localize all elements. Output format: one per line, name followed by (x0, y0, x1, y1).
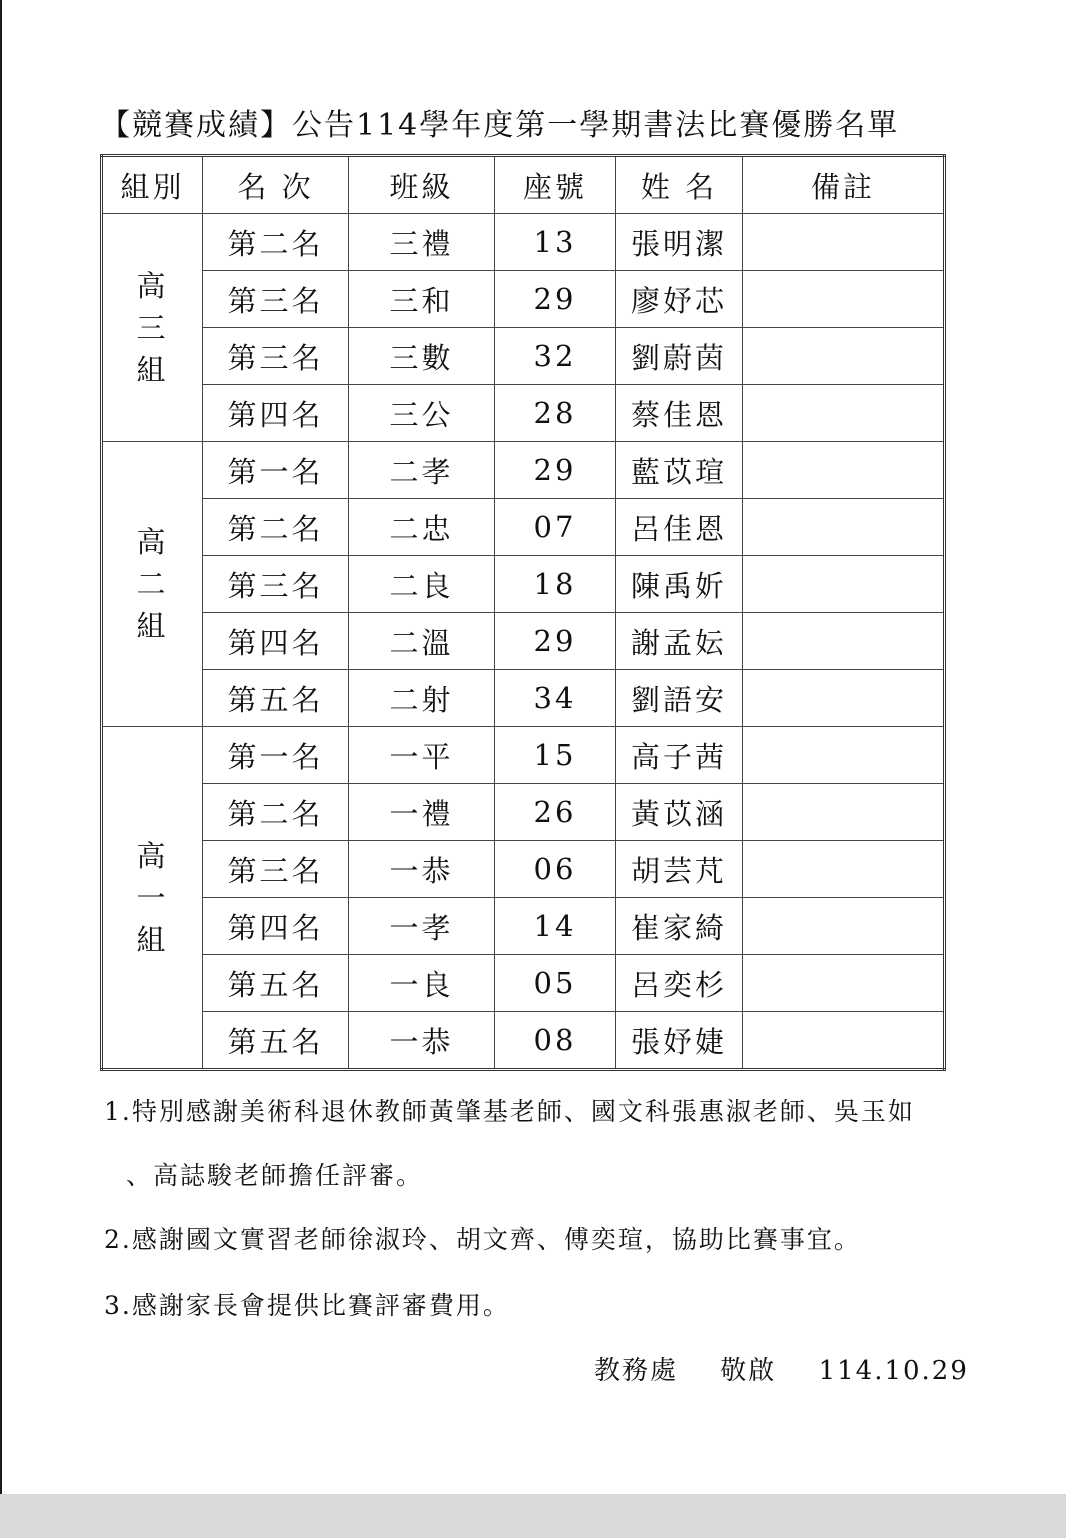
group-label-char: 高 (136, 838, 169, 873)
group-cell (102, 442, 203, 727)
seat-cell: 26 (495, 784, 616, 841)
table-row (102, 613, 945, 670)
rank-cell: 第一名 (203, 727, 349, 784)
seat-cell: 06 (495, 841, 616, 898)
note-cell (743, 499, 945, 556)
signature-office: 教務處 (594, 1356, 679, 1386)
header-rank: 名 次 (203, 156, 349, 214)
class-cell: 一平 (349, 727, 495, 784)
group-label-char: 高 (136, 268, 169, 303)
page-title: 【競賽成績】公告114學年度第一學期書法比賽優勝名單 (100, 108, 900, 143)
note-cell (743, 784, 945, 841)
bottom-bar (0, 1494, 1066, 1538)
seat-cell: 07 (495, 499, 616, 556)
rank-cell: 第四名 (203, 898, 349, 955)
class-cell: 三和 (349, 271, 495, 328)
rank-cell: 第三名 (203, 556, 349, 613)
note-2: 2.感謝國文實習老師徐淑玲、胡文齊、傅奕瑄，協助比賽事宜。 (104, 1225, 861, 1254)
note-cell (743, 727, 945, 784)
note-cell (743, 271, 945, 328)
note-cell (743, 841, 945, 898)
table-row (102, 784, 945, 841)
name-cell: 劉語安 (616, 670, 743, 727)
rank-cell: 第二名 (203, 784, 349, 841)
class-cell: 二溫 (349, 613, 495, 670)
seat-cell: 29 (495, 442, 616, 499)
note-3: 3.感謝家長會提供比賽評審費用。 (104, 1291, 510, 1320)
group-label-char: 組 (136, 352, 169, 387)
rank-cell: 第五名 (203, 1012, 349, 1070)
table-row (102, 328, 945, 385)
table-row (102, 1012, 945, 1070)
rank-cell: 第三名 (203, 328, 349, 385)
class-cell: 三禮 (349, 214, 495, 271)
note-cell (743, 385, 945, 442)
table-row (102, 955, 945, 1012)
seat-cell: 18 (495, 556, 616, 613)
class-cell: 三數 (349, 328, 495, 385)
header-class: 班級 (349, 156, 495, 214)
class-cell: 三公 (349, 385, 495, 442)
seat-cell: 14 (495, 898, 616, 955)
rank-cell: 第五名 (203, 670, 349, 727)
name-cell: 廖妤芯 (616, 271, 743, 328)
seat-cell: 32 (495, 328, 616, 385)
class-cell: 一恭 (349, 841, 495, 898)
rank-cell: 第四名 (203, 385, 349, 442)
name-cell: 張明潔 (616, 214, 743, 271)
seat-cell: 08 (495, 1012, 616, 1070)
note-cell (743, 214, 945, 271)
header-seat: 座號 (495, 156, 616, 214)
group-label-char: 組 (136, 922, 169, 957)
table-row (102, 214, 945, 271)
rank-cell: 第二名 (203, 214, 349, 271)
signature-date: 114.10.29 (818, 1356, 969, 1386)
name-cell: 張妤婕 (616, 1012, 743, 1070)
table-header-row (102, 156, 945, 214)
seat-cell: 34 (495, 670, 616, 727)
rank-cell: 第五名 (203, 955, 349, 1012)
table-row (102, 898, 945, 955)
class-cell: 二忠 (349, 499, 495, 556)
header-group: 組別 (102, 156, 203, 214)
group-label-char: 一 (136, 880, 169, 915)
class-cell: 一孝 (349, 898, 495, 955)
seat-cell: 13 (495, 214, 616, 271)
group-label-char: 組 (136, 609, 169, 643)
rank-cell: 第一名 (203, 442, 349, 499)
table-row (102, 670, 945, 727)
class-cell: 一恭 (349, 1012, 495, 1070)
class-cell: 一禮 (349, 784, 495, 841)
rank-cell: 第四名 (203, 613, 349, 670)
signature (594, 1350, 969, 1387)
name-cell: 高子茜 (616, 727, 743, 784)
note-cell (743, 898, 945, 955)
seat-cell: 29 (495, 613, 616, 670)
note-cell (743, 670, 945, 727)
name-cell: 黃苡涵 (616, 784, 743, 841)
note-cell (743, 556, 945, 613)
note-cell (743, 613, 945, 670)
group-label-char: 三 (136, 310, 169, 345)
seat-cell: 28 (495, 385, 616, 442)
name-cell: 陳禹妡 (616, 556, 743, 613)
header-note: 備註 (743, 156, 945, 214)
note-1-continued: 、高誌駿老師擔任評審。 (126, 1161, 424, 1190)
note-1: 1.特別感謝美術科退休教師黃肇基老師、國文科張惠淑老師、吳玉如 (104, 1097, 915, 1126)
name-cell: 呂奕杉 (616, 955, 743, 1012)
group-cell (102, 727, 203, 1070)
name-cell: 蔡佳恩 (616, 385, 743, 442)
left-border (0, 0, 2, 1494)
table-row (102, 727, 945, 784)
signature-closing: 敬啟 (720, 1356, 777, 1386)
seat-cell: 05 (495, 955, 616, 1012)
name-cell: 崔家綺 (616, 898, 743, 955)
group-label-char: 高 (136, 525, 169, 559)
note-cell (743, 1012, 945, 1070)
table-row (102, 499, 945, 556)
seat-cell: 15 (495, 727, 616, 784)
table-row (102, 271, 945, 328)
note-cell (743, 442, 945, 499)
name-cell: 藍苡瑄 (616, 442, 743, 499)
table-row (102, 442, 945, 499)
name-cell: 呂佳恩 (616, 499, 743, 556)
rank-cell: 第三名 (203, 271, 349, 328)
rank-cell: 第二名 (203, 499, 349, 556)
rank-cell: 第三名 (203, 841, 349, 898)
table-row (102, 841, 945, 898)
name-cell: 謝孟妘 (616, 613, 743, 670)
seat-cell: 29 (495, 271, 616, 328)
header-name: 姓 名 (616, 156, 743, 214)
name-cell: 胡芸芃 (616, 841, 743, 898)
table-body (102, 214, 945, 1070)
table-row (102, 556, 945, 613)
class-cell: 二射 (349, 670, 495, 727)
results-table (100, 154, 946, 1071)
note-cell (743, 328, 945, 385)
table-row (102, 385, 945, 442)
group-label-char: 二 (136, 567, 169, 601)
class-cell: 二良 (349, 556, 495, 613)
class-cell: 一良 (349, 955, 495, 1012)
name-cell: 劉蔚茵 (616, 328, 743, 385)
group-cell (102, 214, 203, 442)
note-cell (743, 955, 945, 1012)
class-cell: 二孝 (349, 442, 495, 499)
